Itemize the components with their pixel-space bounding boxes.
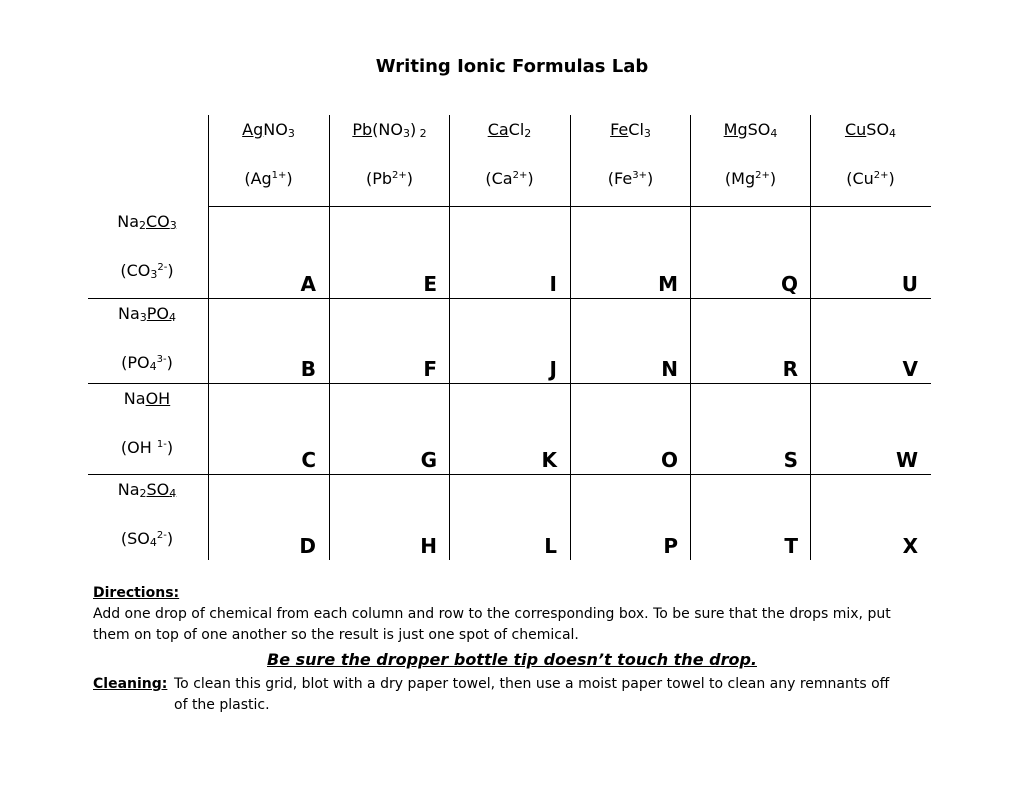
column-header-ion: $(Cu^{2+})$: [846, 169, 895, 188]
cell-letter-k: K: [541, 448, 557, 472]
cell-letter-j: J: [549, 357, 557, 381]
cell-letter-o: O: [660, 448, 678, 472]
column-header-formula: $Pb(NO_3)$ $_2$: [352, 120, 427, 140]
grid-hline: [88, 383, 931, 384]
cell-letter-f: F: [423, 357, 437, 381]
cleaning-line-1: To clean this grid, blot with a dry paper towel, then use a moist paper towel to clean any remnants off: [174, 676, 890, 692]
row-header-formula: $Na_2CO_3$: [117, 212, 177, 232]
cell-letter-n: N: [661, 357, 678, 381]
directions-line-1: Add one drop of chemical from each column and row to the corresponding box. To be sure that the drops mix, put: [93, 606, 891, 622]
column-header-ion: $(Fe^{3+})$: [607, 169, 654, 188]
column-header-ion: $(Mg^{2+})$: [724, 169, 777, 188]
row-header-formula: $Na_3PO_4$: [117, 304, 177, 324]
row-header-ion: $(SO_4^{2-})$: [120, 529, 174, 549]
grid-hline: [88, 298, 931, 299]
cell-letter-w: W: [895, 448, 918, 472]
warning-text: Be sure the dropper bottle tip doesn’t touch the drop.: [267, 650, 757, 669]
column-header-formula: MgSO$_4$: [723, 120, 778, 140]
cleaning-line-2: of the plastic.: [174, 697, 270, 713]
cell-letter-a: A: [300, 272, 316, 296]
cell-letter-e: E: [423, 272, 437, 296]
column-header-formula: FeCl$_3$: [610, 120, 651, 140]
row-header-formula: NaOH: [123, 389, 171, 408]
page-title: Writing Ionic Formulas Lab: [375, 56, 649, 77]
cell-letter-r: R: [782, 357, 798, 381]
cell-letter-q: Q: [780, 272, 798, 296]
grid-hline: [208, 206, 931, 207]
directions-heading: Directions:: [93, 585, 180, 601]
cell-letter-l: L: [544, 534, 557, 558]
cleaning-label: Cleaning:: [93, 676, 168, 692]
cell-letter-v: V: [902, 357, 918, 381]
column-header-formula: AgNO$_3$: [242, 120, 295, 140]
grid-hline: [88, 474, 931, 475]
column-header-ion: $(Pb^{2+})$: [365, 169, 414, 188]
cell-letter-i: I: [549, 272, 557, 296]
column-header-formula: CuSO$_4$: [844, 120, 897, 140]
directions-line-2: them on top of one another so the result is just one spot of chemical.: [93, 627, 579, 643]
cell-letter-m: M: [658, 272, 678, 296]
cell-letter-u: U: [901, 272, 918, 296]
column-header-ion: $(Ag^{1+})$: [244, 169, 293, 188]
cell-letter-p: P: [663, 534, 678, 558]
column-header-formula: CaCl$_2$: [487, 120, 532, 140]
row-header-ion: (OH $^{1-}$): [120, 438, 174, 457]
cell-letter-b: B: [300, 357, 316, 381]
row-header-ion: $(CO_3^{2-})$: [120, 261, 174, 281]
cell-letter-x: X: [902, 534, 918, 558]
cell-letter-s: S: [783, 448, 798, 472]
cell-letter-g: G: [420, 448, 437, 472]
cell-letter-h: H: [420, 534, 437, 558]
cell-letter-d: D: [299, 534, 316, 558]
column-header-ion: $(Ca^{2+})$: [485, 169, 534, 188]
row-header-formula: $Na_2SO_4$: [117, 480, 177, 500]
row-header-ion: $(PO_4^{3-})$: [121, 353, 173, 373]
cell-letter-c: C: [301, 448, 316, 472]
cell-letter-t: T: [784, 534, 798, 558]
